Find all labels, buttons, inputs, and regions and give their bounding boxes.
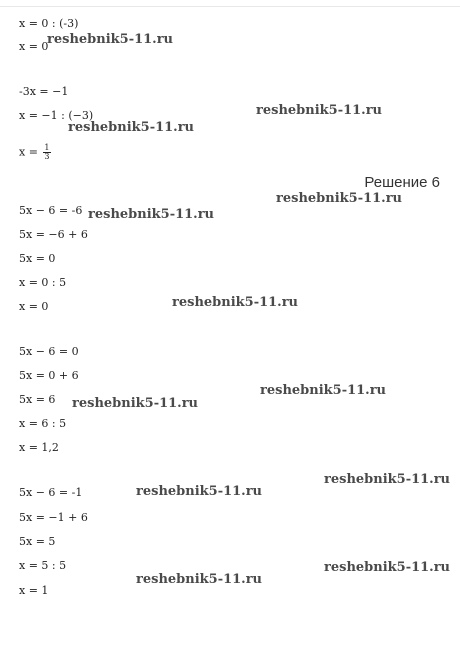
watermark: reshebnik5-11.ru <box>136 484 263 499</box>
equation-line: x = 1,2 <box>19 441 59 454</box>
equation-line: 5x = 0 + 6 <box>19 369 79 382</box>
equation-line: 5x = 5 <box>19 535 56 548</box>
equation-line: 5x − 6 = -1 <box>19 486 83 499</box>
watermark: reshebnik5-11.ru <box>47 32 174 47</box>
equation-line: x = −1 : (−3) <box>19 109 94 122</box>
equation-line: x = 0 : (-3) <box>19 17 79 30</box>
equation-line-fraction <box>19 144 51 161</box>
watermark: reshebnik5-11.ru <box>324 560 451 575</box>
equation-line: 5x − 6 = 0 <box>19 345 79 358</box>
equation-line: 5x = 6 <box>19 393 56 406</box>
equation-line: x = 0 : 5 <box>19 276 67 289</box>
watermark: reshebnik5-11.ru <box>68 120 195 135</box>
watermark: reshebnik5-11.ru <box>260 383 387 398</box>
equation-line: 5x − 6 = -6 <box>19 204 83 217</box>
equation-line: x = 0 <box>19 40 49 53</box>
equation-line: x = 5 : 5 <box>19 559 67 572</box>
equation-line: 5x = −1 + 6 <box>19 511 88 524</box>
equation-prefix: x = <box>19 145 38 159</box>
fraction-denominator: 3 <box>44 152 50 161</box>
watermark: reshebnik5-11.ru <box>136 572 263 587</box>
equation-line: x = 1 <box>19 584 49 597</box>
watermark: reshebnik5-11.ru <box>72 396 199 411</box>
fraction <box>43 144 50 161</box>
watermark: reshebnik5-11.ru <box>324 472 451 487</box>
watermark: reshebnik5-11.ru <box>256 103 383 118</box>
equation-line: x = 0 <box>19 300 49 313</box>
equation-line: -3x = −1 <box>19 85 69 98</box>
watermark: reshebnik5-11.ru <box>172 295 299 310</box>
watermark: reshebnik5-11.ru <box>276 191 403 206</box>
equation-line: x = 6 : 5 <box>19 417 67 430</box>
equation-line: 5x = 0 <box>19 252 56 265</box>
equation-line: 5x = −6 + 6 <box>19 228 88 241</box>
solution-heading: Решение 6 <box>364 174 440 191</box>
top-divider <box>0 0 460 7</box>
fraction-numerator: 1 <box>44 143 50 152</box>
watermark: reshebnik5-11.ru <box>88 207 215 222</box>
